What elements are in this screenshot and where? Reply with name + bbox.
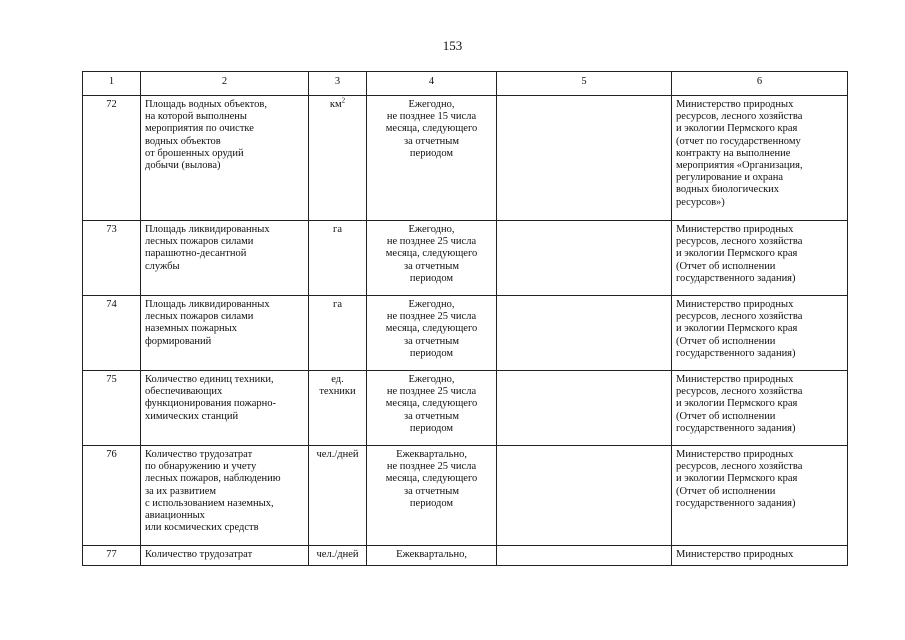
row-number: 73 xyxy=(83,221,141,296)
reporting-period: Ежегодно, не позднее 25 числа месяца, следующего за отчетным периодом xyxy=(385,299,478,359)
indicator-name: Площадь водных объектов, на которой выполнены мероприятия по очистке водных объектов от брошенных орудий добычи (вылова) xyxy=(145,99,267,172)
unit: ед. техники xyxy=(319,374,356,398)
indicator-name: Площадь ликвидированных лесных пожаров силами парашютно-десантной службы xyxy=(145,224,270,272)
column-5-cell xyxy=(497,96,672,221)
data-source: Министерство природных xyxy=(676,549,794,560)
column-header: 2 xyxy=(141,72,309,96)
table-row xyxy=(83,446,848,546)
indicator-name: Количество единиц техники, обеспечивающих функционирования пожарно- химических станций xyxy=(145,374,277,422)
table-header-row xyxy=(83,72,848,96)
table-row xyxy=(83,96,848,221)
data-source: Министерство природных ресурсов, лесного хозяйства и экологии Пермского края (Отчет об исполнении государственного задания) xyxy=(676,224,803,284)
unit: км xyxy=(329,99,342,110)
unit: чел./дней xyxy=(316,549,359,560)
page-number: 153 xyxy=(442,38,463,53)
column-header: 5 xyxy=(497,72,672,96)
column-5-cell xyxy=(497,371,672,446)
column-header: 3 xyxy=(309,72,367,96)
data-source: Министерство природных ресурсов, лесного хозяйства и экологии Пермского края (отчет по государственному контракту на выполнение мероприятия «Организация, регулирование и охрана водных биологических ресурсов») xyxy=(676,99,803,208)
indicator-name: Количество трудозатрат по обнаружению и учету лесных пожаров, наблюдению за их развитием с использованием наземных, авиационных или космических средств xyxy=(145,449,281,534)
unit: га xyxy=(333,224,342,235)
row-number: 76 xyxy=(83,446,141,546)
column-5-cell xyxy=(497,221,672,296)
row-number: 72 xyxy=(83,96,141,221)
column-5-cell xyxy=(497,296,672,371)
reporting-period: Ежегодно, не позднее 15 числа месяца, следующего за отчетным периодом xyxy=(385,99,478,159)
unit-superscript: 2 xyxy=(341,96,346,105)
column-header: 4 xyxy=(367,72,497,96)
unit: чел./дней xyxy=(316,449,359,460)
reporting-period: Ежегодно, не позднее 25 числа месяца, следующего за отчетным периодом xyxy=(385,374,478,434)
column-header: 1 xyxy=(83,72,141,96)
row-number: 74 xyxy=(83,296,141,371)
table-row xyxy=(83,296,848,371)
column-5-cell xyxy=(497,546,672,566)
data-source: Министерство природных ресурсов, лесного хозяйства и экологии Пермского края (Отчет об исполнении государственного задания) xyxy=(676,374,803,434)
unit: га xyxy=(333,299,342,310)
reporting-period: Ежеквартально, не позднее 25 числа месяца, следующего за отчетным периодом xyxy=(385,449,478,509)
reporting-period: Ежеквартально, xyxy=(396,549,467,560)
indicators-table xyxy=(82,71,848,566)
indicator-name: Количество трудозатрат xyxy=(145,549,253,560)
data-source: Министерство природных ресурсов, лесного хозяйства и экологии Пермского края (Отчет об исполнении государственного задания) xyxy=(676,299,803,359)
data-source: Министерство природных ресурсов, лесного хозяйства и экологии Пермского края (Отчет об исполнении государственного задания) xyxy=(676,449,803,509)
table-row xyxy=(83,221,848,296)
column-header: 6 xyxy=(672,72,848,96)
row-number: 77 xyxy=(83,546,141,566)
table-row xyxy=(83,546,848,566)
row-number: 75 xyxy=(83,371,141,446)
table-row xyxy=(83,371,848,446)
reporting-period: Ежегодно, не позднее 25 числа месяца, следующего за отчетным периодом xyxy=(385,224,478,284)
column-5-cell xyxy=(497,446,672,546)
indicator-name: Площадь ликвидированных лесных пожаров силами наземных пожарных формирований xyxy=(145,299,270,347)
